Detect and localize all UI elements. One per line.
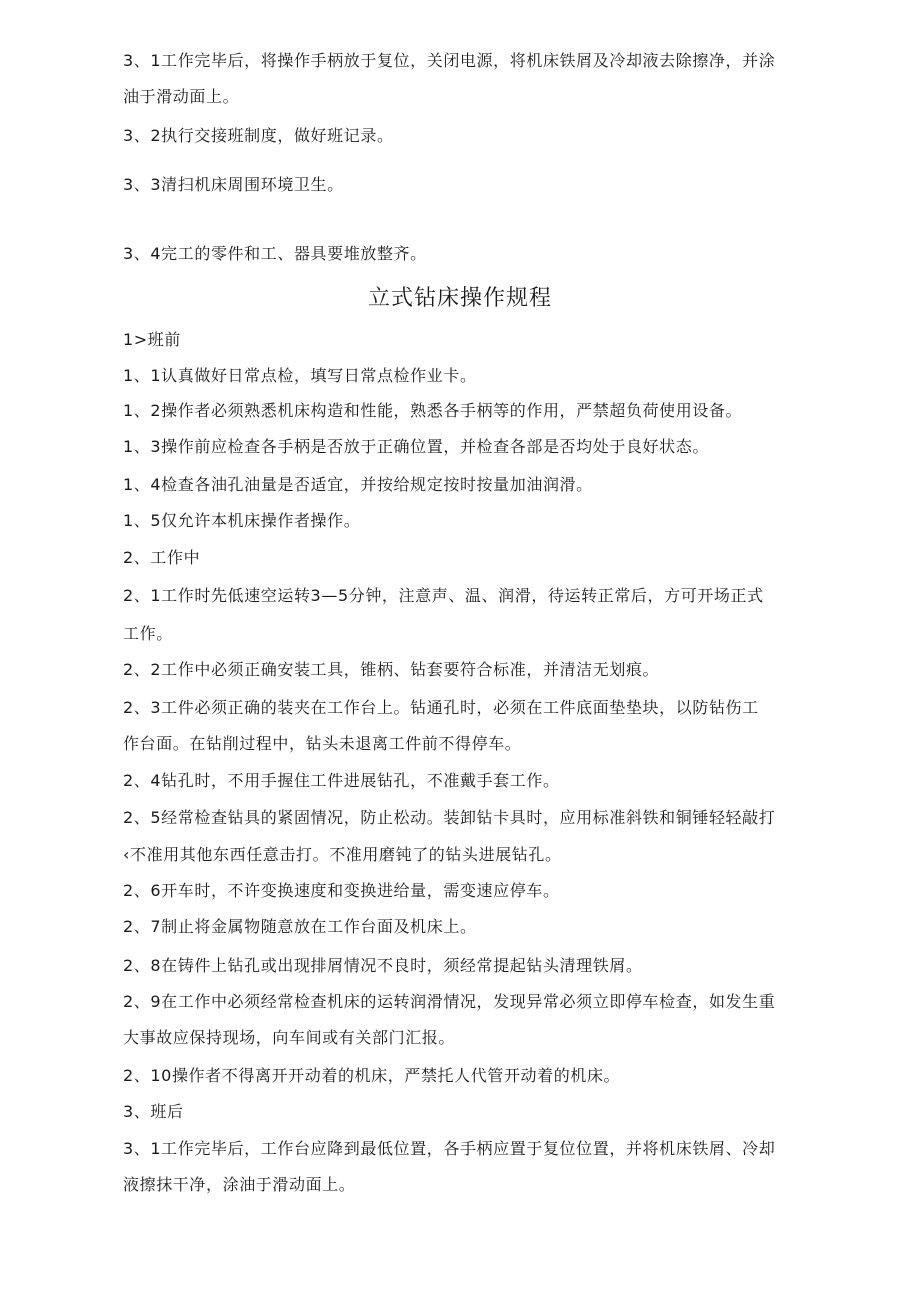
body-line-5: 1、4检查各油孔油量是否适宜，并按给规定按时按量加油润滑。 <box>123 475 593 494</box>
body-line-18: 2、8在铸件上钻孔或出现排屑情况不良时，须经常提起钻头清理铁屑。 <box>123 956 643 975</box>
prev-section-line-2: 油于滑动面上。 <box>123 87 240 106</box>
body-line-22: 3、班后 <box>123 1102 184 1121</box>
body-line-7: 2、工作中 <box>123 548 201 567</box>
body-line-3: 1、2操作者必须熟悉机床构造和性能，熟悉各手柄等的作用，严禁超负荷使用设备。 <box>123 401 743 420</box>
document-title: 立式钻床操作规程 <box>367 286 552 311</box>
body-line-14: 2、5经常检查钻具的紧固情况，防止松动。装卸钻卡具时，应用标准斜铁和铜锤轻轻敲打 <box>123 808 776 827</box>
body-line-21: 2、10操作者不得离开开动着的机床，严禁托人代管开动着的机床。 <box>123 1066 621 1085</box>
body-line-17: 2、7制止将金属物随意放在工作台面及机床上。 <box>123 917 477 936</box>
body-line-8: 2、1工作时先低速空运转3—5分钟，注意声、温、润滑，待运转正常后，方可开场正式 <box>123 586 764 605</box>
prev-section-line-5: 3、4完工的零件和工、器具要堆放整齐。 <box>123 244 427 263</box>
body-line-16: 2、6开车时，不许变换速度和变换进给量，需变速应停车。 <box>123 881 560 900</box>
body-line-19: 2、9在工作中必须经常检查机床的运转润滑情况，发现异常必须立即停车检查，如发生重 <box>123 992 776 1011</box>
body-line-24: 液擦抹干净，涂油于滑动面上。 <box>123 1175 356 1194</box>
prev-section-line-3: 3、2执行交接班制度，做好班记录。 <box>123 126 394 145</box>
prev-section-line-4: 3、3清扫机床周围环境卫生。 <box>123 175 344 194</box>
body-line-10: 2、2工作中必须正确安装工具，锥柄、钻套要符合标准，并清洁无划痕。 <box>123 660 660 679</box>
body-line-13: 2、4钻孔时，不用手握住工件进展钻孔，不准戴手套工作。 <box>123 771 560 790</box>
body-line-15: ‹不准用其他东西任意击打。不准用磨钝了的钻头进展钻孔。 <box>123 845 562 864</box>
body-line-20: 大事故应保持现场，向车间或有关部门汇报。 <box>123 1028 456 1047</box>
body-line-6: 1、5仅允许本机床操作者操作。 <box>123 511 361 530</box>
body-line-12: 作台面。在钻削过程中，钻头未退离工件前不得停车。 <box>123 734 522 753</box>
body-line-23: 3、1工作完毕后，工作台应降到最低位置，各手柄应置于复位位置，并将机床铁屑、冷却 <box>123 1139 776 1158</box>
body-line-1: 1>班前 <box>123 330 181 349</box>
body-line-11: 2、3工件必须正确的装夹在工作台上。钻通孔时，必须在工件底面垫垫块，以防钻伤工 <box>123 698 759 717</box>
prev-section-line-1: 3、1工作完毕后，将操作手柄放于复位，关闭电源，将机床铁屑及冷却液去除擦净，并涂 <box>123 51 776 70</box>
body-line-4: 1、3操作前应检查各手柄是否放于正确位置，并检查各部是否均处于良好状态。 <box>123 437 709 456</box>
body-line-9: 工作。 <box>123 624 173 643</box>
body-line-2: 1、1认真做好日常点检，填写日常点检作业卡。 <box>123 366 477 385</box>
